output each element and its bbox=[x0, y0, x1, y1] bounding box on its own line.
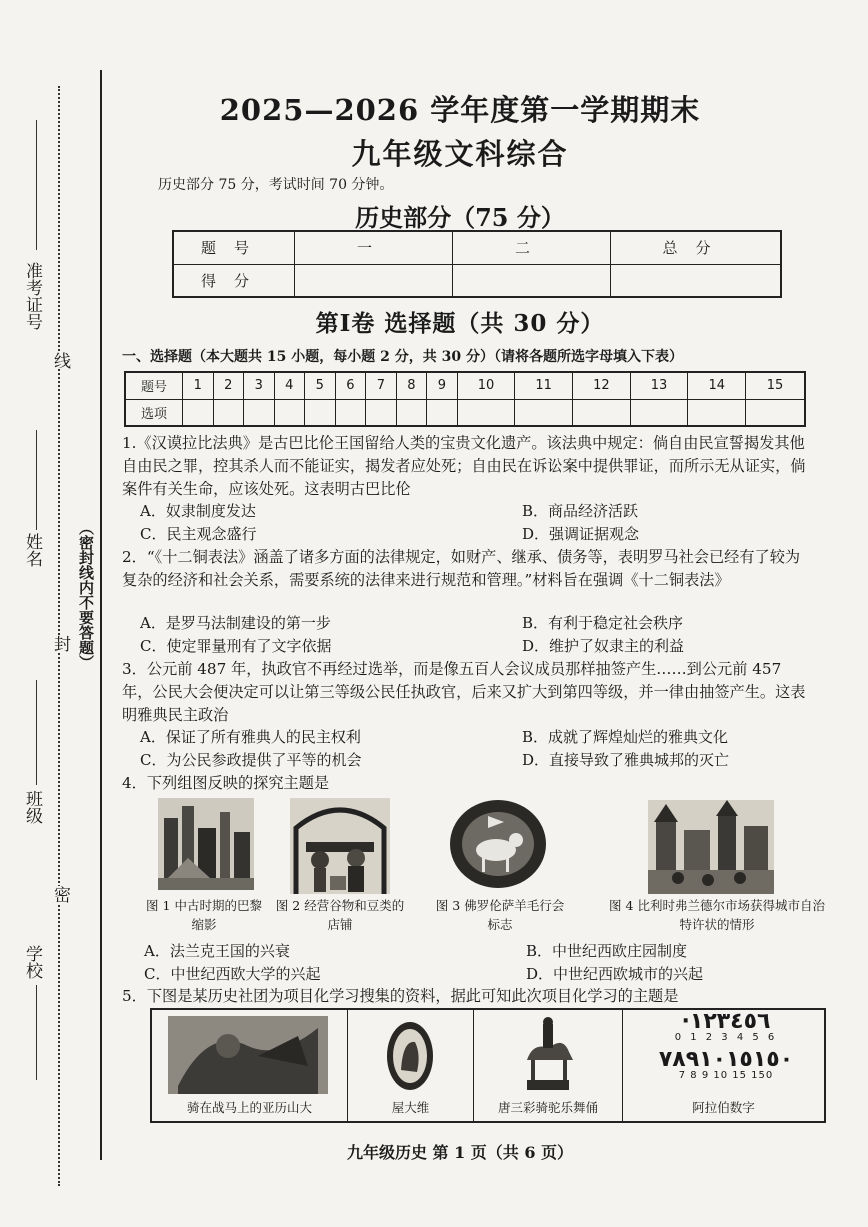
answer-input-1[interactable] bbox=[183, 399, 214, 426]
arabic-numerals-figure bbox=[631, 1009, 821, 1084]
figure-1-image bbox=[158, 798, 254, 890]
q2-option-d[interactable]: D．维护了奴隶主的利益 bbox=[522, 637, 685, 655]
question-3-stem: 3．公元前 487 年，执政官不再经过选举，而是像五百人会议成员那样抽签产生……到公元前 457 年，公民大会便决定可以让第三等级公民任执政官，后来又扩大到第四等级，并一律由抽签产生。这表明雅典民主政治 bbox=[122, 660, 806, 724]
answer-number-13: 13 bbox=[630, 372, 688, 399]
answer-input-15[interactable] bbox=[746, 399, 805, 426]
answer-number-7: 7 bbox=[366, 372, 397, 399]
alexander-mosaic-image bbox=[168, 1016, 328, 1094]
answer-number-3: 3 bbox=[244, 372, 275, 399]
table-row bbox=[151, 1009, 825, 1122]
q2-option-b[interactable]: B．有利于稳定社会秩序 bbox=[522, 614, 684, 632]
name-label: 姓名 bbox=[22, 533, 42, 567]
score-table bbox=[172, 230, 782, 298]
exam-number-blank bbox=[36, 120, 37, 250]
answer-input-10[interactable] bbox=[457, 399, 515, 426]
q3-option-d[interactable]: D．直接导致了雅典城邦的灭亡 bbox=[522, 751, 730, 769]
exam-subtitle: 九年级文科综合 bbox=[351, 137, 569, 171]
table-cell: 二 bbox=[453, 231, 611, 264]
figure-3-image bbox=[448, 798, 548, 890]
table-row bbox=[173, 264, 781, 297]
table-row bbox=[125, 399, 805, 426]
figure-4-caption: 图 4 比利时弗兰德尔市场获得城市自治特许状的情形 bbox=[609, 898, 825, 932]
school-blank bbox=[36, 985, 37, 1080]
section-title: 历史部分（75 分） bbox=[355, 203, 565, 232]
arabic-digits-top: ·١٢٣٤٥٦ bbox=[681, 1009, 771, 1034]
answer-table bbox=[124, 371, 806, 427]
figure-4-image bbox=[648, 800, 774, 894]
q5-cell-3 bbox=[474, 1009, 623, 1122]
q1-option-d[interactable]: D．强调证据观念 bbox=[522, 525, 640, 543]
table-cell: 得分 bbox=[173, 264, 295, 297]
score-input-cell[interactable] bbox=[611, 264, 782, 297]
answer-input-14[interactable] bbox=[688, 399, 746, 426]
q1-option-a[interactable]: A．奴隶制度发达 bbox=[140, 502, 256, 520]
q3-option-c[interactable]: C．为公民参政提供了平等的机会 bbox=[140, 751, 362, 769]
q5-caption-4: 阿拉伯数字 bbox=[692, 1100, 755, 1115]
exam-title: 2025—2026 学年度第一学期期末 bbox=[219, 93, 701, 127]
answer-input-2[interactable] bbox=[213, 399, 244, 426]
table-cell: 总分 bbox=[611, 231, 782, 264]
table-cell: 一 bbox=[295, 231, 453, 264]
answer-number-11: 11 bbox=[515, 372, 573, 399]
class-blank bbox=[36, 680, 37, 785]
q5-caption-3: 唐三彩骑驼乐舞俑 bbox=[497, 1100, 598, 1115]
table-cell: 题号 bbox=[173, 231, 295, 264]
answer-input-4[interactable] bbox=[274, 399, 305, 426]
q4-option-d[interactable]: D．中世纪西欧城市的兴起 bbox=[526, 965, 704, 983]
exam-number-label: 准考证号 bbox=[22, 262, 42, 330]
answer-number-5: 5 bbox=[305, 372, 336, 399]
answer-number-2: 2 bbox=[213, 372, 244, 399]
seal-notice: （密封线内不要答题） bbox=[77, 520, 95, 670]
question-2-stem: 2．“《十二铜表法》涵盖了诸多方面的法律规定，如财产、继承、债务等，表明罗马社会已经有了较为复杂的经济和社会关系，需要系统的法律来进行规范和管理。”材料旨在强调《十二铜表法》 bbox=[122, 548, 801, 589]
western-digits-bottom: 7 8 9 10 15 150 bbox=[678, 1070, 774, 1081]
table-cell: 题号 bbox=[125, 372, 183, 399]
answer-input-11[interactable] bbox=[515, 399, 573, 426]
part1-title: 第Ⅰ卷 选择题（共 30 分） bbox=[315, 310, 605, 337]
part1-instruction: 一、选择题（本大题共 15 小题，每小题 2 分，共 30 分）（请将各题所选字母填入下表） bbox=[122, 349, 683, 365]
name-blank bbox=[36, 430, 37, 530]
answer-input-9[interactable] bbox=[427, 399, 458, 426]
western-digits-top: 0 1 2 3 4 5 6 bbox=[674, 1032, 778, 1043]
figure-3-caption: 图 3 佛罗伦萨羊毛行会标志 bbox=[435, 898, 565, 932]
answer-number-15: 15 bbox=[746, 372, 805, 399]
answer-input-5[interactable] bbox=[305, 399, 336, 426]
tang-camel-image bbox=[513, 1016, 583, 1092]
figure-2-image bbox=[290, 798, 390, 894]
q5-caption-2: 屋大维 bbox=[391, 1100, 430, 1115]
answer-number-10: 10 bbox=[457, 372, 515, 399]
table-cell: 选项 bbox=[125, 399, 183, 426]
answer-input-8[interactable] bbox=[396, 399, 427, 426]
class-label: 班级 bbox=[22, 790, 42, 824]
answer-number-8: 8 bbox=[396, 372, 427, 399]
question-5-stem: 5．下图是某历史社团为项目化学习搜集的资料，据此可知此次项目化学习的主题是 bbox=[122, 987, 679, 1005]
school-label: 学校 bbox=[22, 945, 42, 979]
score-input-cell[interactable] bbox=[295, 264, 453, 297]
table-row bbox=[125, 372, 805, 399]
answer-number-9: 9 bbox=[427, 372, 458, 399]
figure-2-caption: 图 2 经营谷物和豆类的店铺 bbox=[275, 898, 405, 932]
q5-caption-1: 骑在战马上的亚历山大 bbox=[186, 1100, 312, 1115]
answer-input-7[interactable] bbox=[366, 399, 397, 426]
q1-option-c[interactable]: C．民主观念盛行 bbox=[140, 525, 257, 543]
q3-option-b[interactable]: B．成就了辉煌灿烂的雅典文化 bbox=[522, 728, 729, 746]
q4-option-a[interactable]: A．法兰克王国的兴衰 bbox=[144, 942, 290, 960]
page-footer: 九年级历史 第 1 页（共 6 页） bbox=[346, 1143, 574, 1162]
q5-material-table bbox=[150, 1008, 826, 1123]
seal-char-feng: 封 bbox=[48, 635, 73, 652]
answer-number-12: 12 bbox=[573, 372, 631, 399]
figure-1-caption: 图 1 中古时期的巴黎缩影 bbox=[146, 898, 262, 932]
question-1-stem: 1.《汉谟拉比法典》是古巴比伦王国留给人类的宝贵文化遗产。该法典中规定：倘自由民宣誓揭发其他自由民之罪，控其杀人而不能证实，揭发者应处死；自由民在诉讼案中提供罪证，而所示无从证实，倘案件有关生命，应该处死。这表明古巴比伦 bbox=[122, 434, 806, 498]
answer-number-4: 4 bbox=[274, 372, 305, 399]
answer-number-1: 1 bbox=[183, 372, 214, 399]
q4-option-b[interactable]: B．中世纪西欧庄园制度 bbox=[526, 942, 688, 960]
q5-cell-1 bbox=[151, 1009, 348, 1122]
exam-note: 历史部分 75 分，考试时间 70 分钟。 bbox=[158, 177, 394, 193]
q2-option-a[interactable]: A．是罗马法制建设的第一步 bbox=[140, 614, 331, 632]
answer-input-12[interactable] bbox=[573, 399, 631, 426]
seal-line bbox=[100, 70, 102, 1160]
octavian-coin-image bbox=[385, 1020, 435, 1092]
answer-number-6: 6 bbox=[335, 372, 366, 399]
q1-option-b[interactable]: B．商品经济活跃 bbox=[522, 502, 639, 520]
answer-input-13[interactable] bbox=[630, 399, 688, 426]
q4-option-c[interactable]: C．中世纪西欧大学的兴起 bbox=[144, 965, 321, 983]
q5-cell-2 bbox=[348, 1009, 474, 1122]
q2-option-c[interactable]: C．使定罪量刑有了文字依据 bbox=[140, 637, 332, 655]
q5-cell-4 bbox=[623, 1009, 826, 1122]
answer-input-6[interactable] bbox=[335, 399, 366, 426]
seal-char-line: 线 bbox=[48, 352, 73, 369]
answer-number-14: 14 bbox=[688, 372, 746, 399]
q3-option-a[interactable]: A．保证了所有雅典人的民主权利 bbox=[140, 728, 361, 746]
answer-input-3[interactable] bbox=[244, 399, 275, 426]
score-input-cell[interactable] bbox=[453, 264, 611, 297]
seal-char-mi: 密 bbox=[48, 886, 73, 903]
table-row bbox=[173, 231, 781, 264]
question-4-stem: 4．下列组图反映的探究主题是 bbox=[122, 774, 330, 792]
arabic-digits-bottom: ٧٨٩١٠١٥١٥٠ bbox=[658, 1047, 794, 1072]
